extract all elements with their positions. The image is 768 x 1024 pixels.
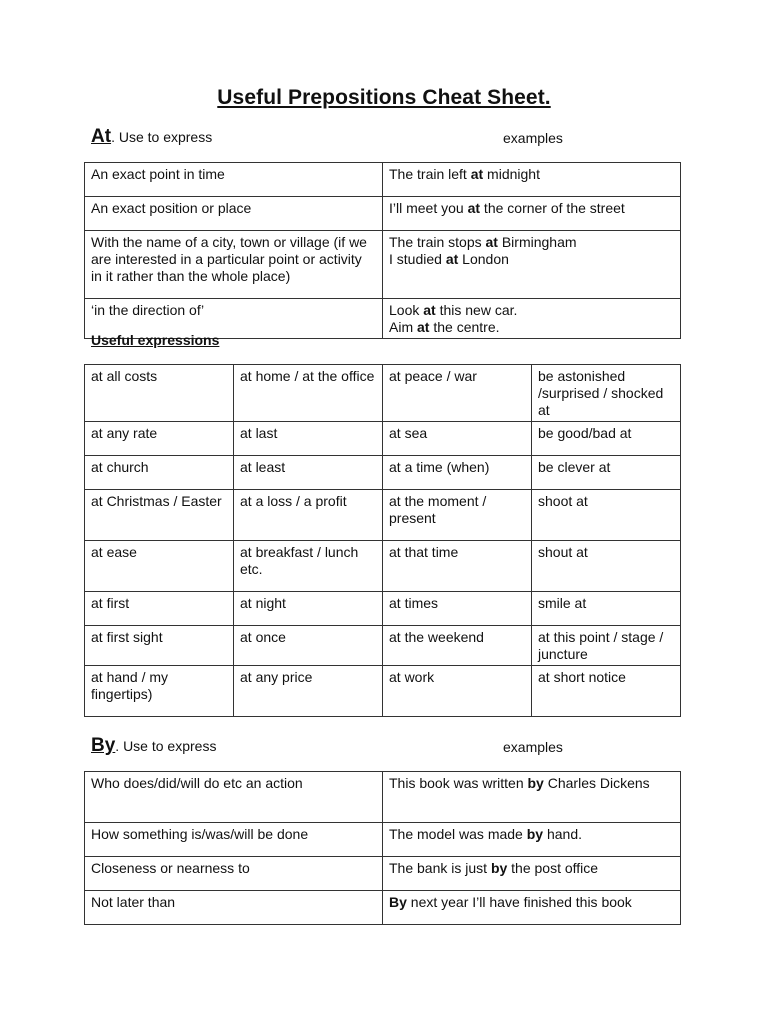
expression-cell: at short notice (532, 666, 681, 717)
usage-cell: Not later than (85, 891, 383, 925)
page-title: Useful Prepositions Cheat Sheet. (217, 86, 551, 109)
expression-cell: be astonished /surprised / shocked at (532, 365, 681, 422)
usage-cell: ‘in the direction of’ (85, 299, 383, 339)
at-word: At (91, 126, 112, 147)
table-row (85, 592, 681, 626)
expression-cell: at peace / war (383, 365, 532, 422)
expression-cell: at once (234, 626, 383, 666)
usage-cell: Closeness or nearness to (85, 857, 383, 891)
table-row (85, 163, 681, 197)
table-row (85, 365, 681, 422)
example-cell: The bank is just by the post office (383, 857, 681, 891)
usage-cell: Who does/did/will do etc an action (85, 772, 383, 823)
expression-cell: be good/bad at (532, 422, 681, 456)
example-cell: I’ll meet you at the corner of the street (383, 197, 681, 231)
expression-cell: be clever at (532, 456, 681, 490)
expression-cell: at any rate (85, 422, 234, 456)
expression-cell: at a loss / a profit (234, 490, 383, 541)
expression-cell: shout at (532, 541, 681, 592)
expression-cell: at a time (when) (383, 456, 532, 490)
table-row (85, 666, 681, 717)
by-examples-label: examples (503, 739, 563, 755)
table-row (85, 891, 681, 925)
expression-cell: at sea (383, 422, 532, 456)
table-row (85, 456, 681, 490)
expression-cell: at night (234, 592, 383, 626)
expression-cell: at home / at the office (234, 365, 383, 422)
table-row (85, 626, 681, 666)
expression-cell: smile at (532, 592, 681, 626)
example-cell: This book was written by Charles Dickens (383, 772, 681, 823)
table-row (85, 823, 681, 857)
expression-cell: at the moment / present (383, 490, 532, 541)
usage-cell: An exact point in time (85, 163, 383, 197)
example-cell: By next year I’ll have finished this book (383, 891, 681, 925)
expression-cell: at all costs (85, 365, 234, 422)
example-cell: Look at this new car. Aim at the centre. (383, 299, 681, 339)
by-intro: . Use to express (115, 738, 217, 754)
expression-cell: at that time (383, 541, 532, 592)
table-row (85, 422, 681, 456)
at-usage-table (84, 162, 681, 339)
expression-cell: at work (383, 666, 532, 717)
table-row (85, 490, 681, 541)
expression-cell: at church (85, 456, 234, 490)
expression-cell: at any price (234, 666, 383, 717)
at-intro: . Use to express (111, 129, 213, 145)
expression-cell: at first sight (85, 626, 234, 666)
example-cell: The train stops at Birmingham I studied at London (383, 231, 681, 299)
by-usage-table (84, 771, 681, 925)
expression-cell: at first (85, 592, 234, 626)
useful-expressions-heading: Useful expressions (91, 332, 220, 348)
usage-cell: An exact position or place (85, 197, 383, 231)
expression-cell: at Christmas / Easter (85, 490, 234, 541)
table-row (85, 541, 681, 592)
expression-cell: shoot at (532, 490, 681, 541)
example-cell: The train left at midnight (383, 163, 681, 197)
at-section-heading (91, 126, 212, 148)
expression-cell: at breakfast / lunch etc. (234, 541, 383, 592)
example-cell: The model was made by hand. (383, 823, 681, 857)
table-row (85, 857, 681, 891)
expression-cell: at the weekend (383, 626, 532, 666)
by-word: By (91, 735, 116, 756)
expression-cell: at last (234, 422, 383, 456)
at-examples-label: examples (503, 130, 563, 146)
expression-cell: at least (234, 456, 383, 490)
expression-cell: at times (383, 592, 532, 626)
table-row (85, 772, 681, 823)
expression-cell: at ease (85, 541, 234, 592)
expression-cell: at hand / my fingertips) (85, 666, 234, 717)
expression-cell: at this point / stage / juncture (532, 626, 681, 666)
table-row (85, 197, 681, 231)
usage-cell: How something is/was/will be done (85, 823, 383, 857)
usage-cell: With the name of a city, town or village (if we are interested in a particular point or activity in it rather than the whole place) (85, 231, 383, 299)
by-section-heading (91, 735, 216, 757)
table-row (85, 231, 681, 299)
useful-expressions-table (84, 364, 681, 717)
